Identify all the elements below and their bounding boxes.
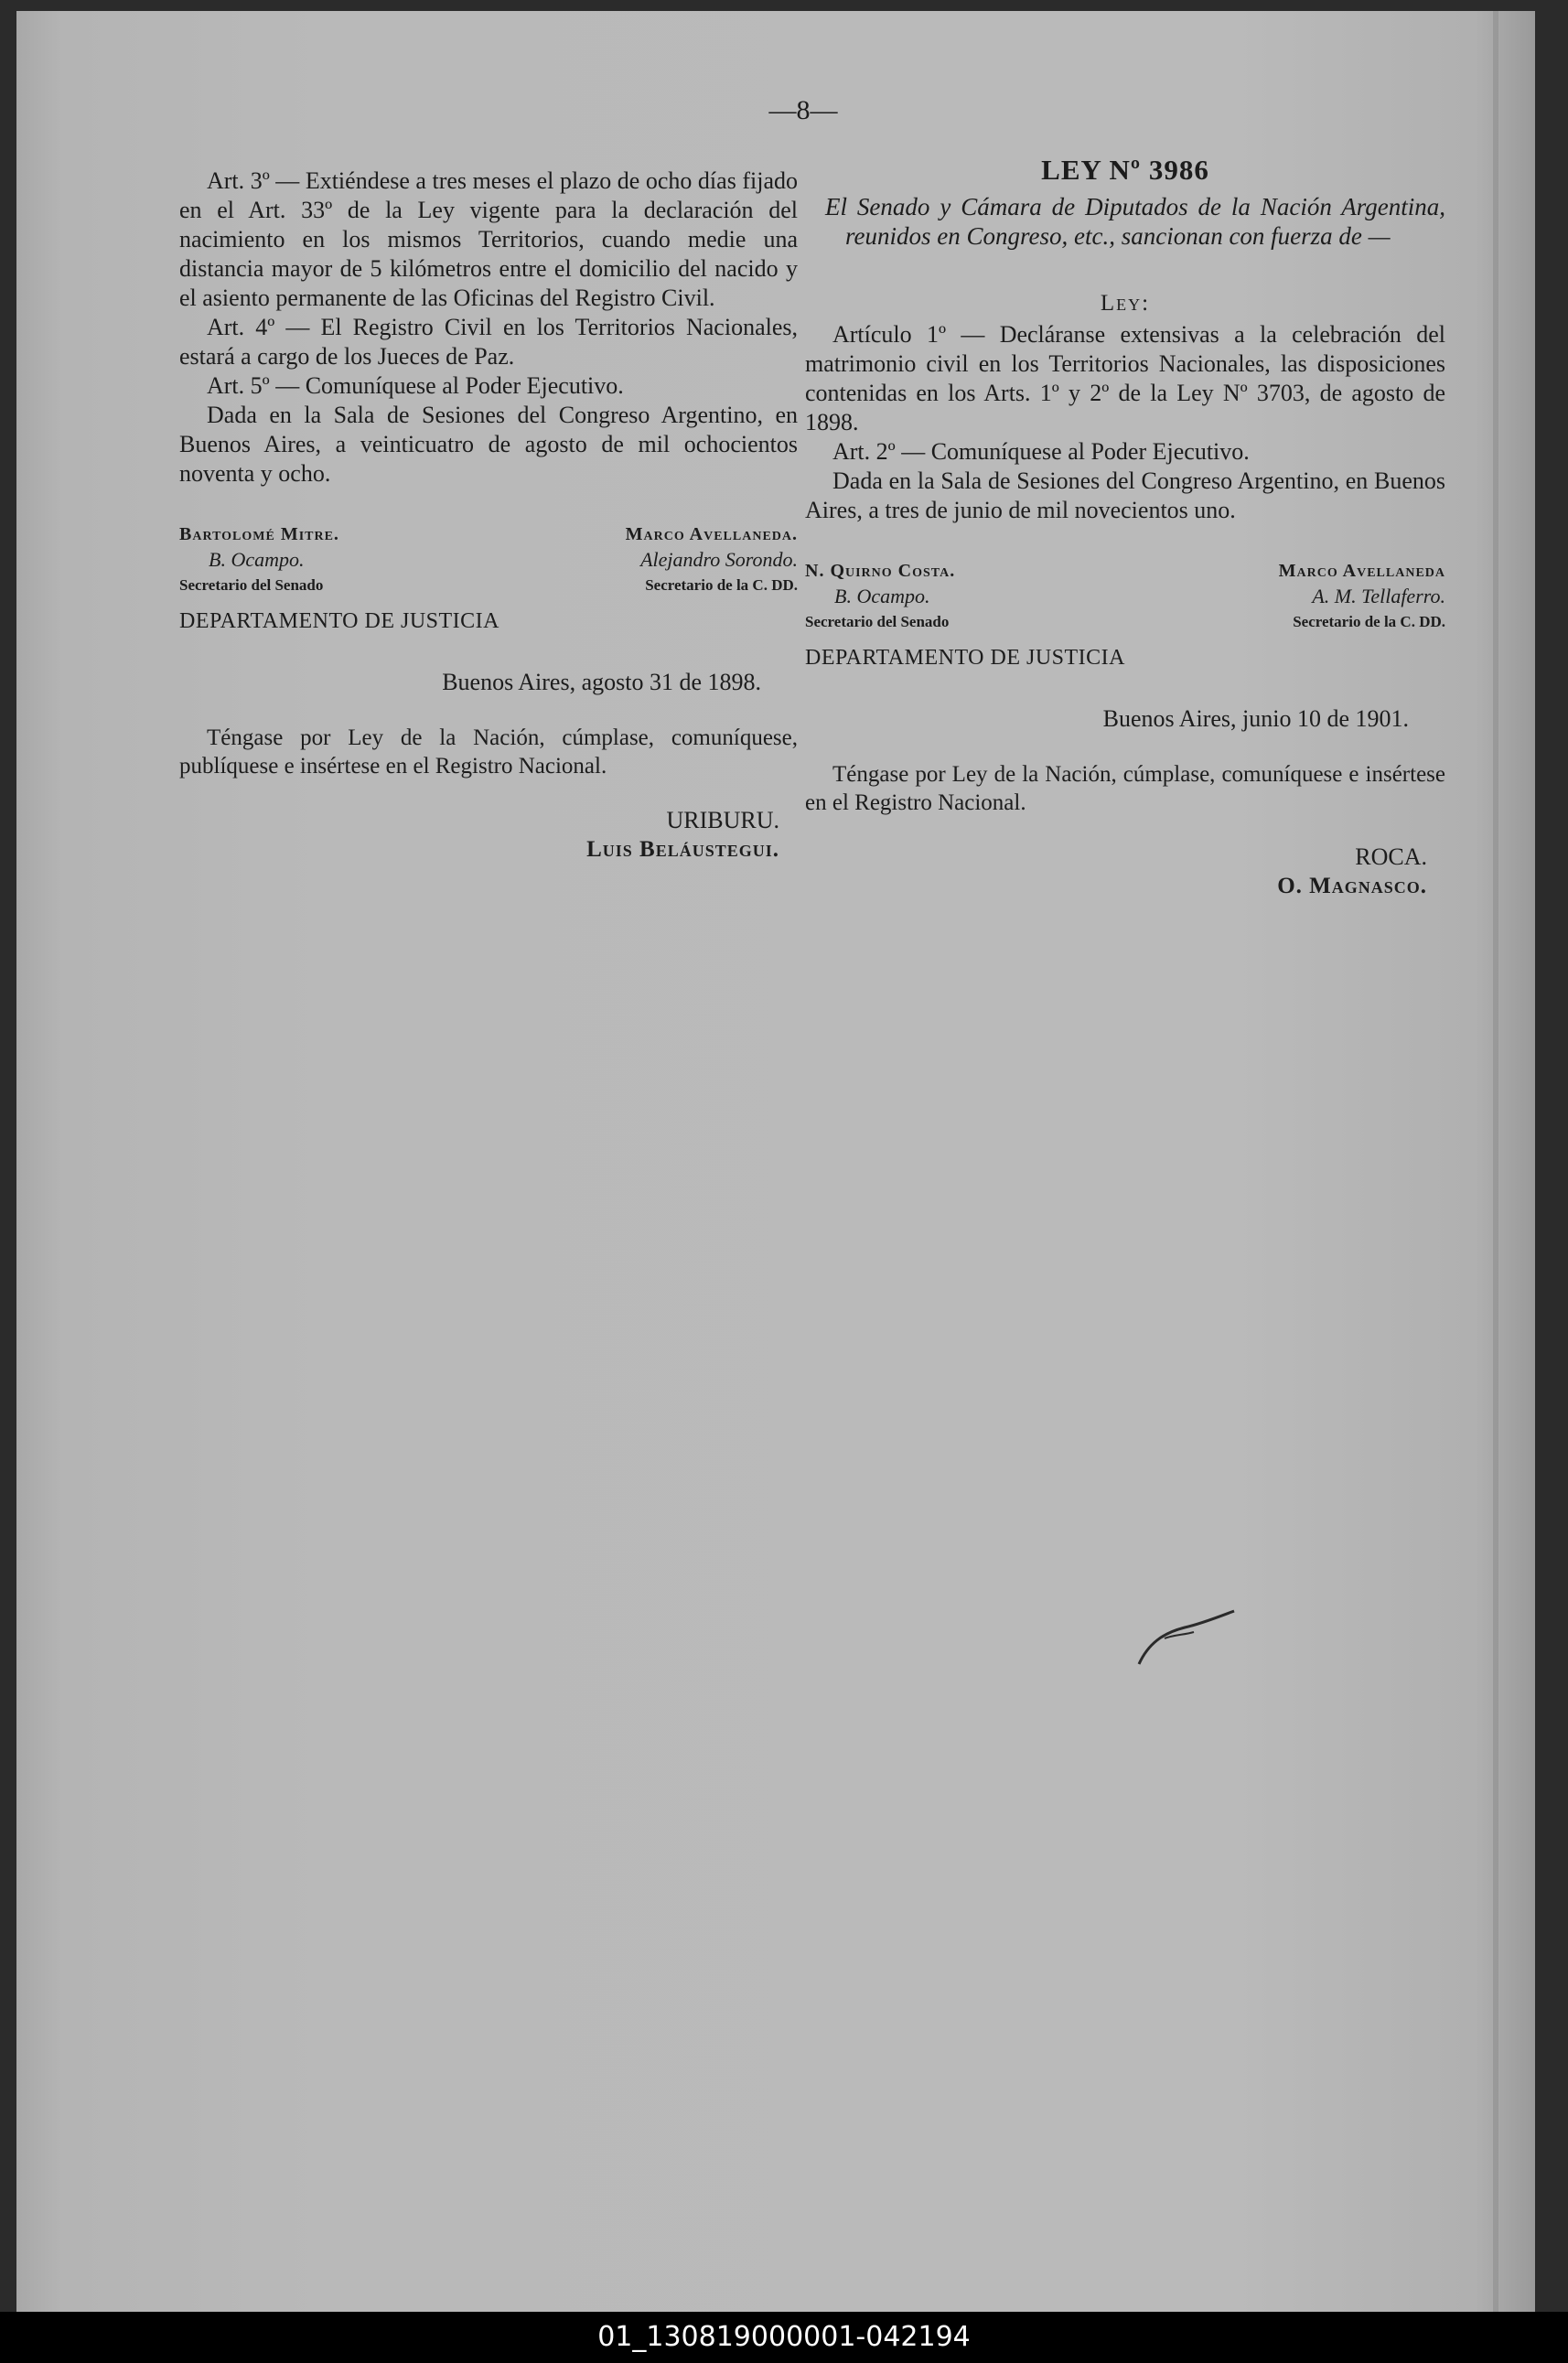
right-column (805, 154, 1445, 901)
minister-name: O. Magnasco. (1277, 874, 1427, 898)
left-column (179, 166, 798, 865)
document-page (16, 11, 1535, 2312)
law-title: LEY Nº 3986 (1041, 154, 1209, 186)
sanction-paragraph: Dada en la Sala de Sesiones del Congreso Argentino, en Buenos Aires, a tres de junio de mil novecientos uno. (805, 467, 1445, 523)
signature-role: Secretario de la C. DD. (645, 576, 798, 594)
signature-senate (805, 558, 955, 635)
decree-text: Téngase por Ley de la Nación, cúmplase, comuníquese, publíquese e insértese en el Registro Nacional. (179, 725, 798, 779)
president-name: URIBURU. (666, 807, 779, 833)
president-name: ROCA. (1355, 843, 1427, 870)
enacting-clause: El Senado y Cámara de Diputados de la Nación Argentina, reunidos en Congreso, etc., sancionan con fuerza de — (825, 193, 1445, 250)
signature-name: Bartolomé Mitre. (179, 524, 339, 544)
executive-signature (179, 806, 798, 865)
signature-role: Secretario del Senado (179, 576, 324, 594)
page-number: —8— (768, 95, 838, 125)
pen-mark (1137, 1607, 1238, 1671)
signature-role: Secretario del Senado (805, 613, 950, 630)
article-4: Art. 4º — El Registro Civil en los Territorios Nacionales, estará a cargo de los Jueces de Paz. (179, 314, 798, 370)
signatures (805, 558, 1445, 635)
signature-name: Marco Avellaneda. (625, 524, 798, 544)
executive-signature (805, 843, 1445, 901)
signature-secretary: B. Ocampo. (834, 585, 930, 607)
minister-name: Luis Beláustegui. (586, 837, 779, 862)
signature-role: Secretario de la C. DD. (1293, 613, 1445, 630)
decree-date: Buenos Aires, agosto 31 de 1898. (442, 669, 761, 695)
signature-senate (179, 521, 339, 598)
decree-text: Téngase por Ley de la Nación, cúmplase, comuníquese e insértese en el Registro Nacional. (805, 762, 1445, 815)
department-heading: DEPARTAMENTO DE JUSTICIA (179, 609, 499, 633)
sanction-paragraph: Dada en la Sala de Sesiones del Congreso Argentino, en Buenos Aires, a veinticuatro de agosto de mil ochocientos noventa y ocho. (179, 402, 798, 487)
article-2: Art. 2º — Comuníquese al Poder Ejecutivo. (832, 438, 1250, 465)
article-1: Artículo 1º — Decláranse extensivas a la celebración del matrimonio civil en los Territorios Nacionales, las disposiciones contenidas en los Arts. 1º y 2º de la Ley Nº 3703, de agosto de 1898. (805, 321, 1445, 435)
decree-date: Buenos Aires, junio 10 de 1901. (1102, 705, 1409, 732)
scan-id-footer: 01_130819000001-042194 (0, 2312, 1568, 2363)
article-5: Art. 5º — Comuníquese al Poder Ejecutivo. (207, 372, 624, 399)
signature-chamber (1279, 558, 1445, 635)
article-3: Art. 3º — Extiéndese a tres meses el plazo de ocho días fijado en el Art. 33º de la Ley vigente para la declaración del nacimiento en los mismos Territorios, cuando medie una distancia mayor de 5 kilómetros entre el domicilio del nacido y el asiento permanente de las Oficinas del Registro Civil. (179, 167, 798, 311)
signature-secretary: Alejandro Sorondo. (640, 548, 798, 571)
signature-name: N. Quirno Costa. (805, 561, 956, 581)
signatures (179, 521, 798, 598)
signature-secretary: B. Ocampo. (209, 548, 305, 571)
department-heading: DEPARTAMENTO DE JUSTICIA (805, 646, 1125, 670)
signature-chamber (626, 521, 798, 598)
ley-heading: Ley: (1100, 291, 1151, 316)
signature-name: Marco Avellaneda (1278, 561, 1445, 581)
signature-secretary: A. M. Tellaferro. (1312, 585, 1445, 607)
